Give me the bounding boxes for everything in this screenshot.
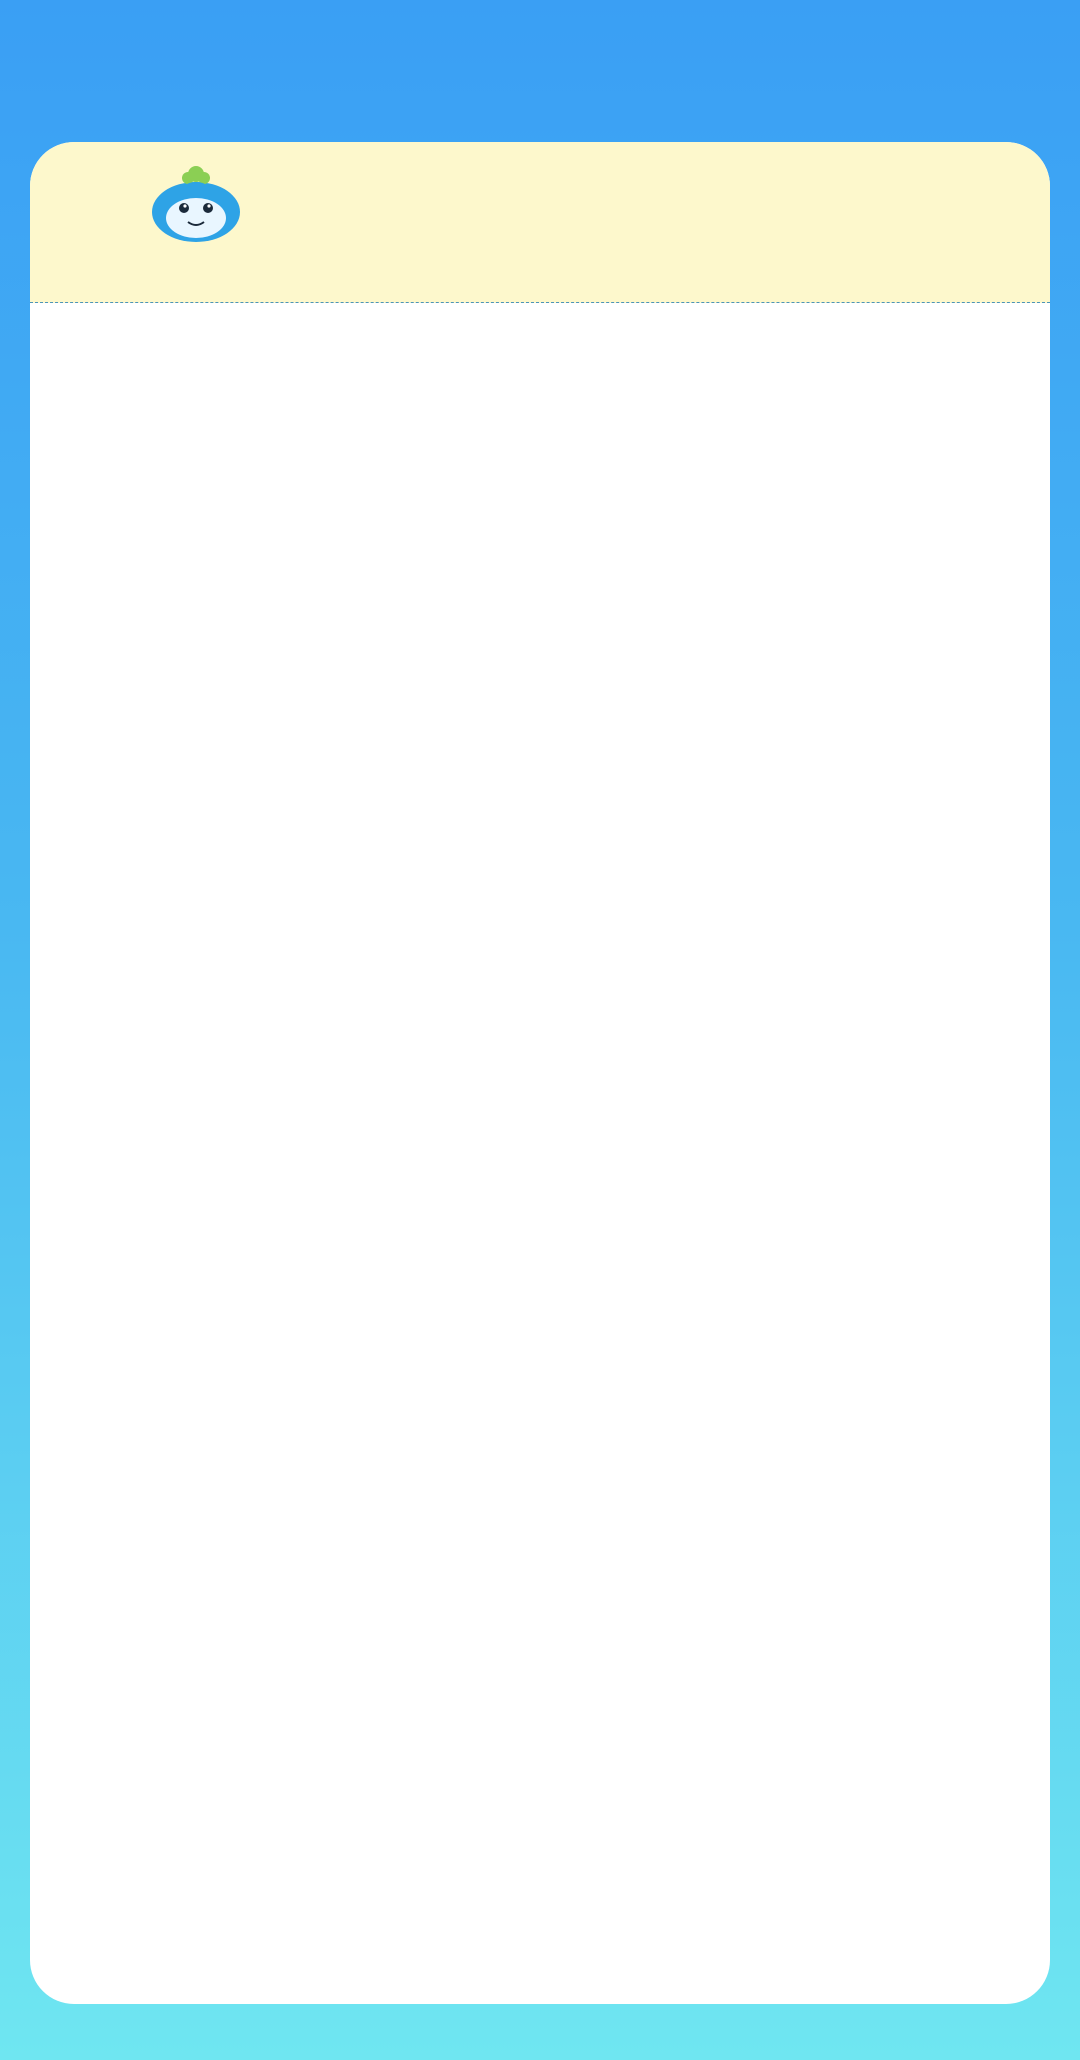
comparison-table [30,142,1050,2004]
dolphin-mascot-icon [148,156,244,246]
table-header [30,142,1050,303]
